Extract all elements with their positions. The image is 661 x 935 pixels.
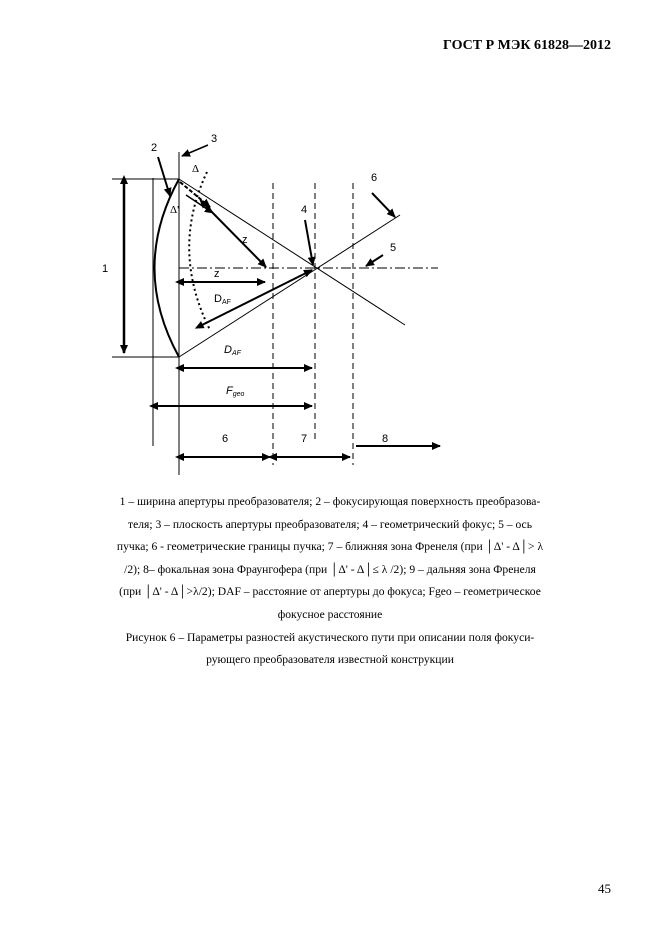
beam-boundary-lower — [179, 215, 400, 357]
caption-line-3: пучка; 6 - геометрические границы пучка; 7 – ближняя зона Френеля (при │Δ' - Δ│> λ — [116, 540, 544, 554]
pointer-4 — [305, 220, 313, 265]
figure-title-line-2: рующего преобразователя известной конструкции — [206, 653, 454, 667]
beam-boundary-upper — [179, 179, 405, 325]
label-fgeo: Fgeo — [226, 385, 245, 398]
figure-title-line-1: Рисунок 6 – Параметры разностей акустического пути при описании поля фокуси- — [125, 630, 535, 644]
label-zone-7: 7 — [301, 433, 308, 445]
label-4: 4 — [301, 204, 308, 216]
pointer-2 — [158, 157, 170, 196]
label-delta: Δ — [192, 163, 200, 175]
caption-line-1: 1 – ширина апертуры преобразователя; 2 – фокусирующая поверхность преобразова- — [119, 495, 541, 508]
label-daf-1: DAF — [214, 293, 231, 306]
caption-line-5: (при │Δ' - Δ│>λ/2); DAF – расстояние от апертуры до фокуса; Fgeo – геометрическое — [119, 585, 541, 599]
z-arrow-upper — [205, 205, 266, 267]
caption-line-4: /2); 8– фокальная зона Фраунгофера (при │Δ' - Δ│≤ λ /2); 9 – дальняя зона Френеля — [124, 562, 536, 576]
label-z-upper: z — [242, 234, 248, 246]
figure-caption — [60, 491, 600, 672]
delta-arrow — [180, 182, 210, 207]
label-daf-2: DAF — [224, 344, 241, 357]
label-6: 6 — [371, 172, 378, 184]
pointer-3 — [182, 145, 208, 156]
label-1: 1 — [102, 263, 109, 275]
label-2: 2 — [151, 142, 158, 154]
caption-line-6: фокусное расстояние — [277, 607, 383, 621]
label-3: 3 — [211, 133, 218, 145]
label-5: 5 — [390, 242, 397, 254]
label-z-axis: z — [214, 268, 220, 280]
wavefront-dotted-arc — [189, 172, 210, 330]
page-number: 45 — [598, 881, 611, 896]
label-delta-prime: Δ' — [170, 204, 180, 216]
pointer-5 — [366, 255, 383, 266]
caption-line-2: теля; 3 – плоскость апертуры преобразователя; 4 – геометрический фокус; 5 – ось — [128, 517, 532, 531]
pointer-6 — [372, 193, 395, 217]
label-zone-6: 6 — [222, 433, 229, 445]
label-zone-8: 8 — [382, 433, 389, 445]
document-header: ГОСТ Р МЭК 61828—2012 — [443, 38, 611, 53]
